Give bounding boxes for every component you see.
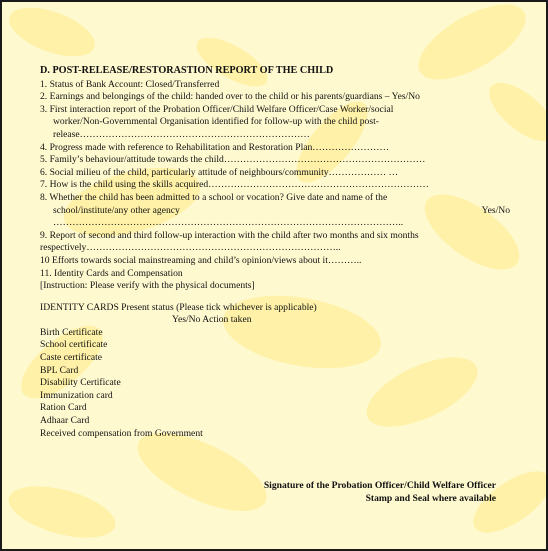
item-skills: 7. How is the child using the skills acquired…………………………………………………………… <box>40 179 429 191</box>
item-first-interaction: 3. First interaction report of the Probation Officer/Child Welfare Officer/Case Worker/social <box>40 103 394 115</box>
item-bank-account: 1. Status of Bank Account: Closed/Transferred <box>40 78 220 90</box>
item-school-agency-row <box>40 205 510 218</box>
item-identity-cards: 11. Identity Cards and Compensation <box>40 267 183 279</box>
item-social-milieu: 6. Social milieu of the child, particularly attitude of neighbours/community……………… … <box>40 166 399 178</box>
item-mainstreaming: 10 Efforts towards social mainstreaming and child’s opinion/views about it……….. <box>40 254 362 266</box>
list-item: Immunization card <box>40 389 113 401</box>
item-school-admission: 8. Whether the child has been admitted to a school or vocation? Give date and name of the <box>40 191 388 203</box>
item-school-dots: ……………………………………………………………………………………………….. <box>53 217 404 229</box>
identity-cards-columns: Yes/No Action taken <box>172 314 252 326</box>
list-item: Disability Certificate <box>40 377 121 389</box>
list-item: BPL Card <box>40 364 79 376</box>
list-item: Caste certificate <box>40 352 103 364</box>
list-item: Birth Certificate <box>40 326 103 338</box>
list-item: Received compensation from Government <box>40 427 203 439</box>
item-first-interaction-cont: worker/Non-Governmental Organisation identified for follow-up with the child post- <box>53 116 379 128</box>
list-item: Ration Card <box>40 402 87 414</box>
item-family-behaviour: 5. Family’s behaviour/attitude towards the child……………………………………………………… <box>40 154 426 166</box>
identity-cards-header: IDENTITY CARDS Present status (Please tick whichever is applicable) <box>40 301 317 313</box>
report-body <box>40 65 510 440</box>
item-followup-cont: respectively…………………………………………………………………….. <box>40 242 341 254</box>
instruction-note: [Instruction: Please verify with the physical documents] <box>40 280 255 292</box>
item-progress: 4. Progress made with reference to Rehabilitation and Restoration Plan…………………… <box>40 141 390 153</box>
list-item: School certificate <box>40 339 108 351</box>
item-followup: 9. Report of second and third follow-up interaction with the child after two months and six months <box>40 229 419 241</box>
section-heading: D. POST-RELEASE/RESTORASTION REPORT OF THE CHILD <box>40 65 334 76</box>
item-school-agency: school/institute/any other agency <box>53 204 180 216</box>
identity-cards-list <box>40 327 510 440</box>
stamp-seal-line: Stamp and Seal where available <box>365 492 496 504</box>
item-school-yes-no: Yes/No <box>481 204 510 216</box>
signature-line: Signature of the Probation Officer/Child Welfare Officer <box>263 480 496 491</box>
item-earnings: 2. Earnings and belongings of the child: handed over to the child or his parents/guardians – Yes/No <box>40 91 420 103</box>
signature-block <box>264 480 496 505</box>
list-item: Adhaar Card <box>40 415 90 427</box>
item-first-interaction-release: release……………………………………………………………… <box>53 128 310 140</box>
